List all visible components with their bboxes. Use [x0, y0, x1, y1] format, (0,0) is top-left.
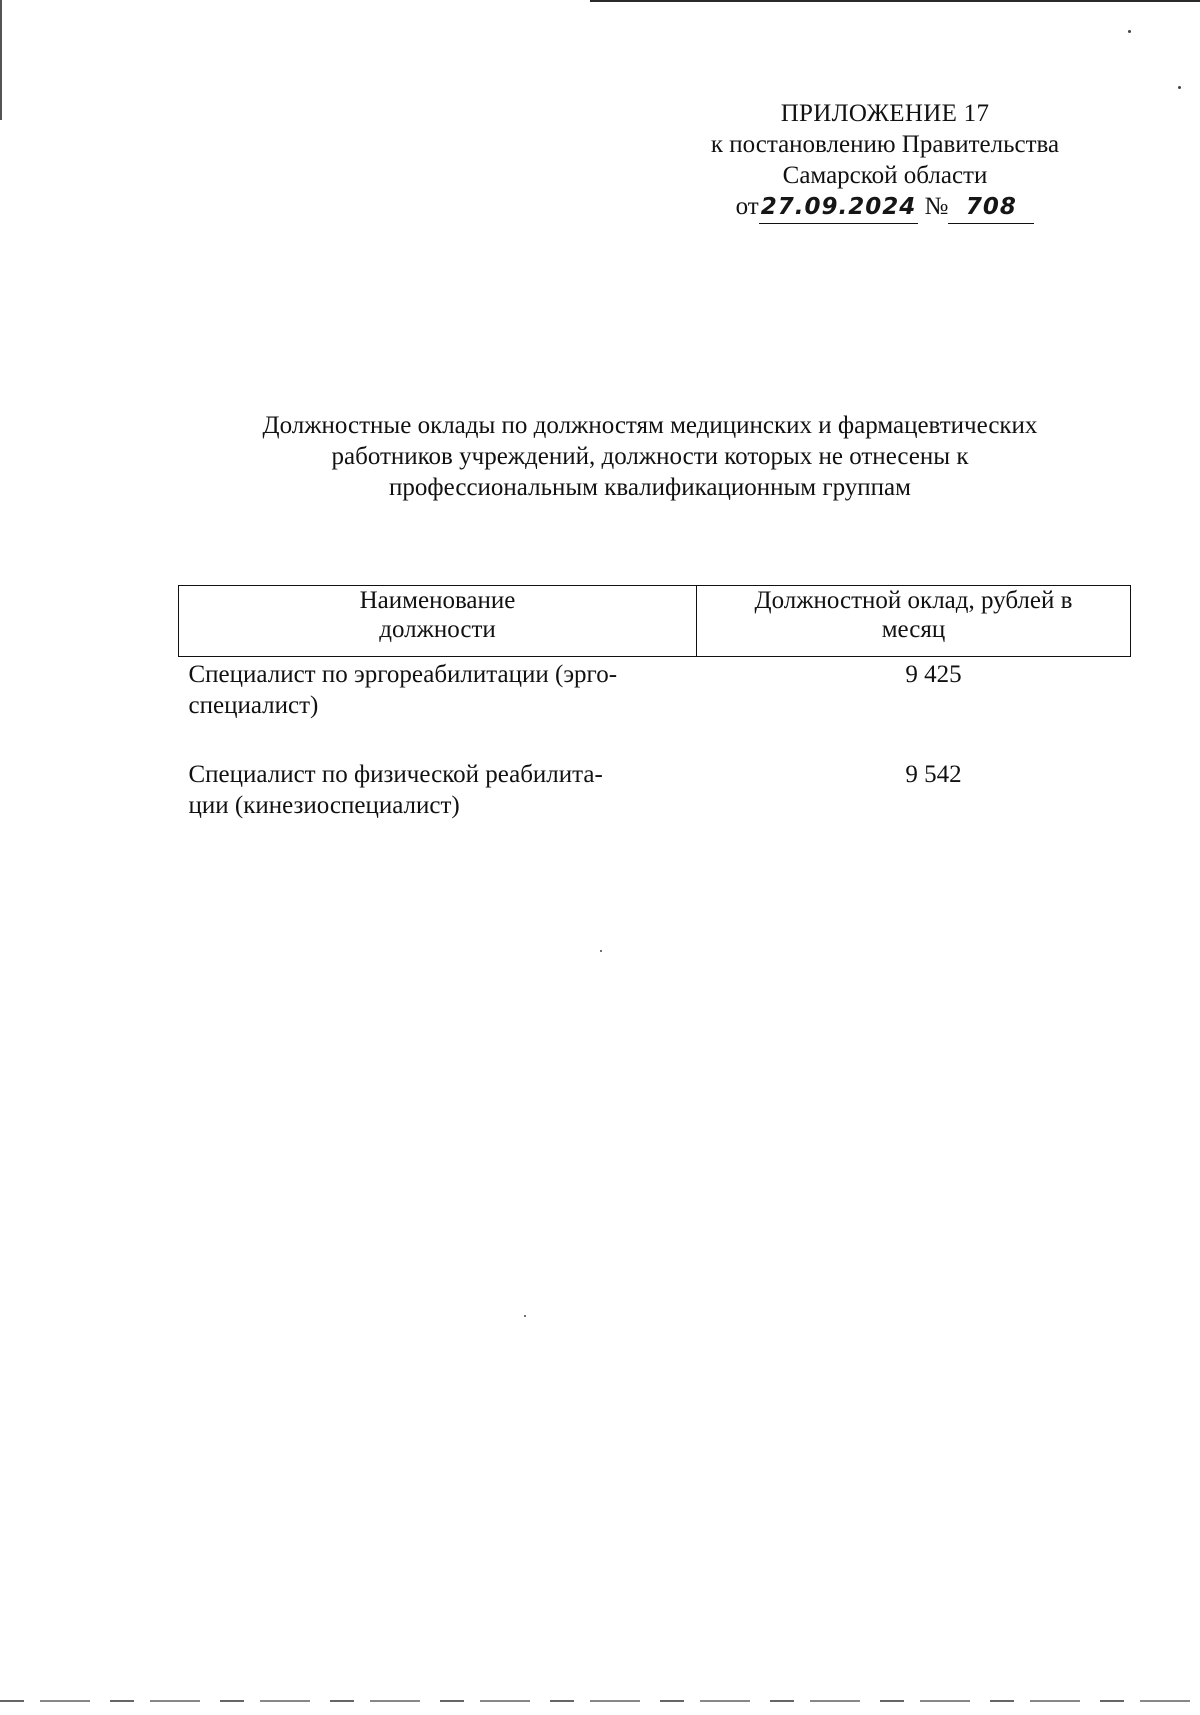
position-name-line: специалист): [188, 692, 319, 719]
scan-edge-left: [0, 0, 2, 120]
column-header-line: Наименование: [359, 587, 516, 614]
salary-table: [178, 585, 1131, 857]
handwritten-order-number: 708: [948, 192, 1034, 224]
appendix-title: ПРИЛОЖЕНИЕ 17: [780, 100, 990, 127]
salary-cell: 9 425: [905, 661, 962, 688]
position-name-line: ции (кинезиоспециалист): [188, 792, 460, 819]
table-header-row: [179, 586, 1131, 657]
handwritten-order-date: 27.09.2024: [759, 192, 919, 224]
scan-edge-top: [590, 0, 1200, 2]
table-row: [179, 657, 1131, 758]
order-number-sign: №: [924, 193, 949, 220]
position-name-cell: [179, 657, 697, 758]
document-title: [150, 410, 1150, 503]
salary-cell: 9 542: [905, 761, 962, 788]
column-header-line: должности: [379, 616, 496, 643]
document-title-line: профессиональным квалификационным группам: [389, 474, 911, 501]
document-title-line: Должностные оклады по должностям медицинских и фармацевтических: [262, 412, 1038, 439]
column-header-salary: [697, 586, 1131, 657]
scan-speck: [1128, 30, 1131, 33]
scan-speck: [524, 1315, 526, 1317]
order-prefix: от: [735, 193, 759, 220]
appendix-line-resolution: к постановлению Правительства: [710, 131, 1060, 158]
scan-speck: [1178, 86, 1181, 89]
document-title-line: работников учреждений, должности которых не отнесены к: [331, 443, 969, 470]
position-name-cell: [179, 757, 697, 857]
column-header-line: месяц: [881, 616, 946, 643]
column-header-position: [179, 586, 697, 657]
position-name-line: Специалист по эргореабилитации (эрго-: [188, 661, 618, 688]
scan-speck: [600, 950, 602, 952]
appendix-header: [640, 98, 1130, 225]
table-row: [179, 757, 1131, 857]
order-reference: [736, 191, 1035, 225]
column-header-line: Должностной оклад, рублей в: [754, 587, 1073, 614]
appendix-line-region: Самарской области: [782, 162, 988, 189]
scan-edge-bottom: [0, 1700, 1200, 1702]
position-name-line: Специалист по физической реабилита-: [188, 761, 603, 788]
